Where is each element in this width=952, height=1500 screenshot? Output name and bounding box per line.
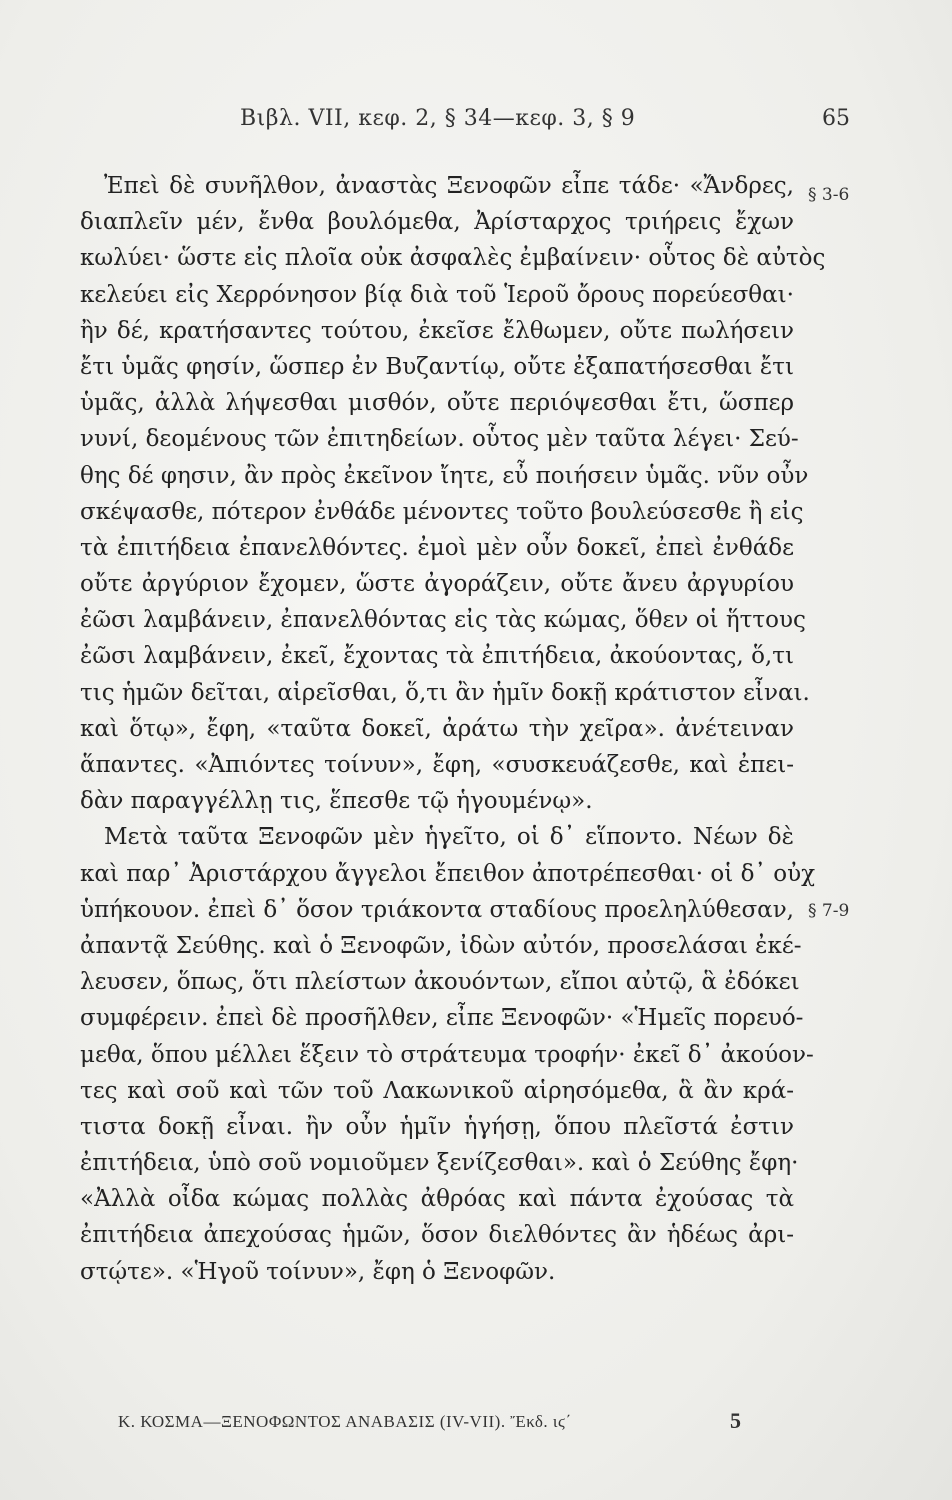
text-line: ἐῶσι λαμβάνειν, ἐκεῖ, ἔχοντας τὰ ἐπιτήδεια, ἀκούοντας, ὅ,τι: [80, 643, 794, 670]
text-line: νυνί, δεομένους τῶν ἐπιτηδείων. οὗτος μὲν ταῦτα λέγει· Σεύ-: [80, 426, 799, 453]
text-line: δὰν παραγγέλλῃ τις, ἕπεσθε τῷ ἡγουμένῳ».: [80, 788, 593, 815]
text-line: ὑπήκουον. ἐπεὶ δ᾿ ὅσον τριάκοντα σταδίους προεληλύθεσαν,: [80, 896, 794, 923]
text-line: συμφέρειν. ἐπεὶ δὲ προσῆλθεν, εἶπε Ξενοφῶν· «Ἡμεῖς πορευό-: [80, 1005, 804, 1032]
text-line: λευσεν, ὅπως, ὅτι πλείστων ἀκουόντων, εἴποι αὐτῷ, ἃ ἐδόκει: [80, 969, 800, 996]
text-line: ἔτι ὑμᾶς φησίν, ὥσπερ ἐν Βυζαντίῳ, οὔτε ἐξαπατήσεσθαι ἔτι: [80, 353, 794, 380]
text-line: κελεύει εἰς Χερρόνησον βίᾳ διὰ τοῦ Ἱεροῦ ὄρους πορεύεσθαι·: [80, 281, 794, 308]
text-line: θης δέ φησιν, ἂν πρὸς ἐκεῖνον ἴητε, εὖ ποιήσειν ὑμᾶς. νῦν οὖν: [80, 462, 809, 489]
text-line: διαπλεῖν μέν, ἔνθα βουλόμεθα, Ἀρίσταρχος τριήρεις ἔχων: [80, 209, 794, 236]
section-margin-note: § 7-9: [808, 901, 850, 921]
text-line: μεθα, ὅπου μέλλει ἕξειν τὸ στράτευμα τροφήν· ἐκεῖ δ᾿ ἀκούον-: [80, 1041, 814, 1068]
text-line: τες καὶ σοῦ καὶ τῶν τοῦ Λακωνικοῦ αἱρησόμεθα, ἃ ἂν κρά-: [80, 1077, 794, 1104]
text-line: καὶ ὅτῳ», ἔφη, «ταῦτα δοκεῖ, ἀράτω τὴν χεῖρα». ἀνέτειναν: [80, 715, 794, 742]
text-line: ὑμᾶς, ἀλλὰ λήψεσθαι μισθόν, οὔτε περιόψεσθαι ἔτι, ὥσπερ: [80, 390, 794, 417]
text-line: ἅπαντες. «Ἀπιόντες τοίνυν», ἔφη, «συσκευάζεσθε, καὶ ἐπει-: [80, 752, 794, 778]
main-text: [80, 168, 826, 1290]
text-line: καὶ παρ᾿ Ἀριστάρχου ἄγγελοι ἔπειθον ἀποτρέπεσθαι· οἱ δ᾿ οὐχ: [80, 860, 816, 887]
text-line: Ἐπεὶ δὲ συνῆλθον, ἀναστὰς Ξενοφῶν εἶπε τάδε· «Ἄνδρες,: [104, 173, 794, 199]
text-line: Μετὰ ταῦτα Ξενοφῶν μὲν ἡγεῖτο, οἱ δ᾿ εἵποντο. Νέων δὲ: [104, 824, 794, 851]
text-line: οὔτε ἀργύριον ἔχομεν, ὥστε ἀγοράζειν, οὔτε ἄνευ ἀργυρίου: [80, 571, 794, 598]
text-line: σκέψασθε, πότερον ἐνθάδε μένοντες τοῦτο βουλεύσεσθε ἢ εἰς: [80, 498, 804, 525]
text-line: τὰ ἐπιτήδεια ἐπανελθόντες. ἐμοὶ μὲν οὖν δοκεῖ, ἐπεὶ ἐνθάδε: [80, 534, 794, 561]
footer-imprint: Κ. ΚΟΣΜΑ—ΞΕΝΟΦΩΝΤΟΣ ΑΝΑΒΑΣΙΣ (IV-VII). Ἔκδ. ιϛ΄: [118, 1412, 572, 1431]
section-margin-note: § 3-6: [808, 185, 850, 205]
text-line: τιστα δοκῇ εἶναι. ἢν οὖν ἡμῖν ἡγήσῃ, ὅπου πλεῖστά ἐστιν: [80, 1113, 794, 1140]
text-line: τις ἡμῶν δεῖται, αἱρεῖσθαι, ὅ,τι ἂν ἡμῖν δοκῇ κράτιστον εἶναι.: [80, 679, 810, 706]
text-line: ἀπαντᾷ Σεύθης. καὶ ὁ Ξενοφῶν, ἰδὼν αὐτόν, προσελάσαι ἐκέ-: [80, 932, 802, 959]
text-line: «Ἀλλὰ οἶδα κώμας πολλὰς ἀθρόας καὶ πάντα ἐχούσας τὰ: [80, 1186, 794, 1213]
text-line: ἐπιτήδεια, ὑπὸ σοῦ νομιοῦμεν ξενίζεσθαι». καὶ ὁ Σεύθης ἔφη·: [80, 1150, 799, 1177]
page-number: 65: [822, 106, 850, 131]
text-line: ἐπιτήδεια ἀπεχούσας ἡμῶν, ὅσον διελθόντες ἂν ἡδέως ἀρι-: [80, 1222, 794, 1249]
text-line: ἢν δέ, κρατήσαντες τούτου, ἐκεῖσε ἔλθωμεν, οὔτε πωλήσειν: [80, 317, 794, 344]
running-head: Βιβλ. VII, κεφ. 2, § 34—κεφ. 3, § 9: [240, 106, 636, 131]
text-line: στῴτε». «Ἡγοῦ τοίνυν», ἔφη ὁ Ξενοφῶν.: [80, 1258, 556, 1285]
text-line: κωλύει· ὥστε εἰς πλοῖα οὐκ ἀσφαλὲς ἐμβαίνειν· οὗτος δὲ αὐτὸς: [80, 245, 826, 272]
text-line: ἐῶσι λαμβάνειν, ἐπανελθόντας εἰς τὰς κώμας, ὅθεν οἱ ἥττους: [80, 607, 806, 634]
signature-mark: 5: [730, 1408, 741, 1433]
